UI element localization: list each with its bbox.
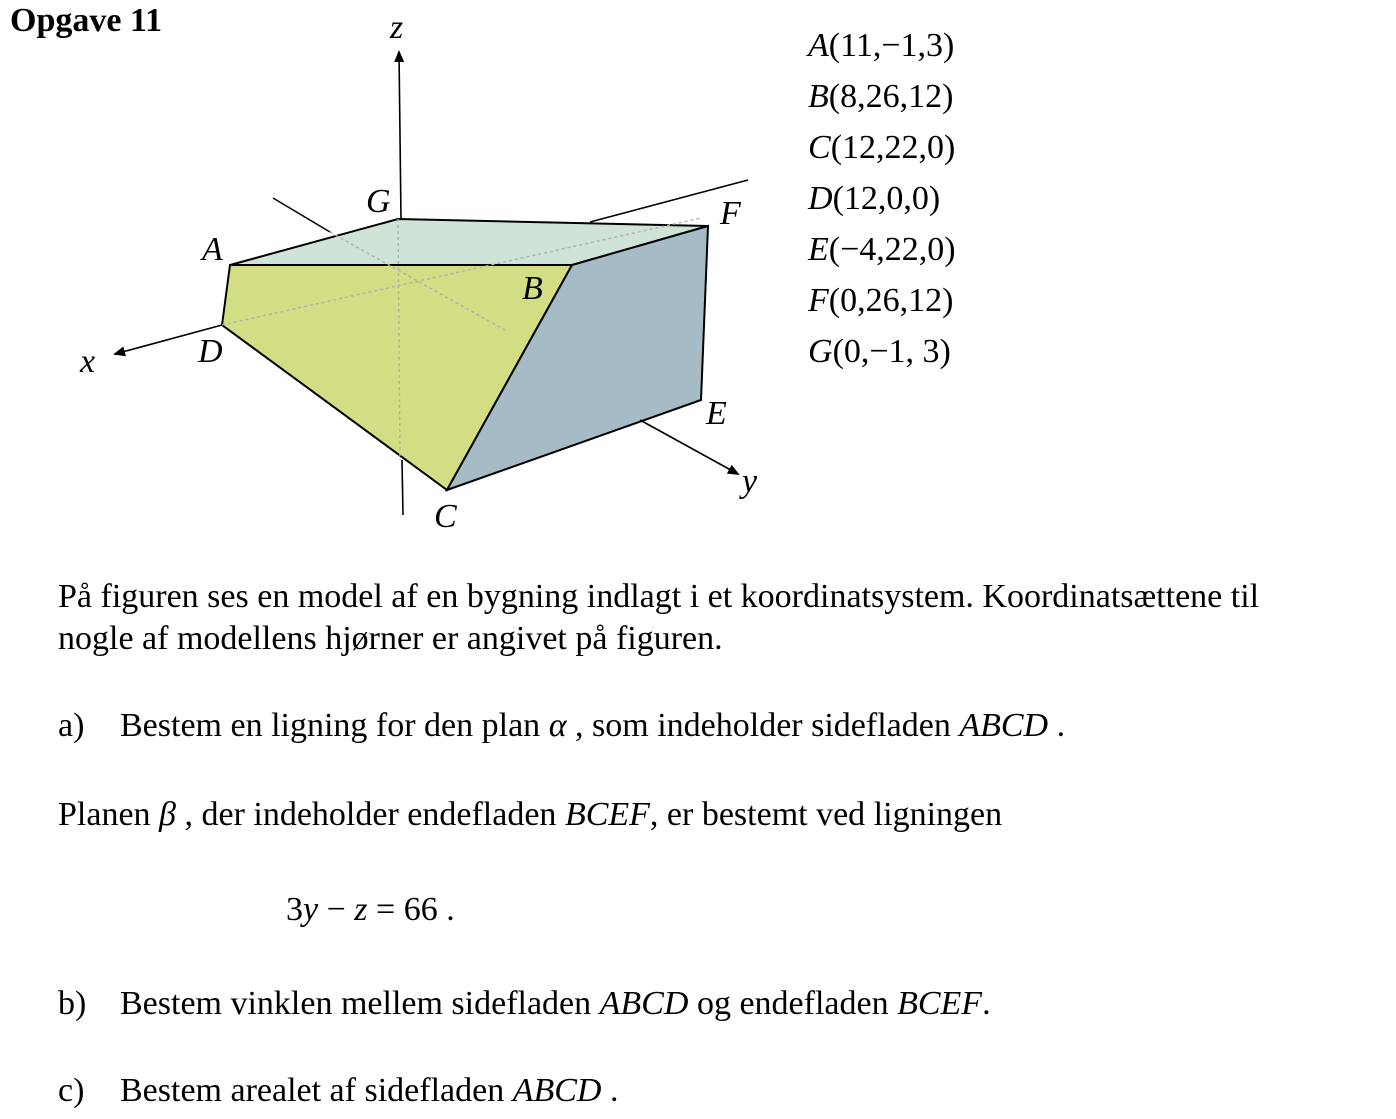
- vertex-label-g: G: [366, 183, 391, 220]
- intro-line-1: På figuren ses en model af en bygning indlagt i et koordinatsystem. Koordinatsættene til: [58, 578, 1260, 615]
- intro-paragraph: [58, 576, 1259, 660]
- coord-g: G(0,−1, 3): [808, 333, 951, 370]
- coord-e: E(−4,22,0): [808, 231, 956, 268]
- question-a: a) Bestem en ligning for den plan α , som indeholder sidefladen ABCD .: [58, 705, 1065, 747]
- question-b-label: b): [58, 985, 87, 1022]
- exercise-title: Opgave 11: [10, 2, 163, 39]
- intro-line-2: nogle af modellens hjørner er angivet på figuren.: [58, 620, 723, 657]
- coordinate-list: [808, 20, 956, 377]
- question-c-label: c): [58, 1072, 85, 1109]
- coord-f: F(0,26,12): [808, 282, 954, 319]
- question-a-label: a): [58, 707, 85, 744]
- vertex-label-c: C: [434, 498, 457, 535]
- vertex-label-e: E: [706, 395, 727, 432]
- question-b: b) Bestem vinklen mellem sidefladen ABCD og endefladen BCEF.: [58, 983, 991, 1025]
- question-c: c) Bestem arealet af sidefladen ABCD .: [58, 1070, 618, 1112]
- vertex-label-a: A: [202, 231, 223, 268]
- vertex-label-b: B: [522, 270, 543, 307]
- building-figure: [0, 0, 800, 540]
- axis-label-x: x: [80, 343, 96, 380]
- x-axis-back: [273, 198, 330, 232]
- z-axis: [399, 52, 401, 219]
- coord-a: A(11,−1,3): [808, 27, 955, 64]
- axis-label-y: y: [742, 463, 758, 500]
- plane-beta-equation: 3y − z = 66 .: [286, 891, 455, 928]
- coord-d: D(12,0,0): [808, 180, 941, 217]
- vertex-label-d: D: [198, 333, 223, 370]
- coord-c: C(12,22,0): [808, 129, 956, 166]
- axis-label-z: z: [390, 9, 404, 46]
- plane-beta-statement: Planen β , der indeholder endefladen BCEF, er bestemt ved ligningen: [58, 796, 1003, 833]
- vertex-label-f: F: [720, 195, 741, 232]
- coord-b: B(8,26,12): [808, 78, 954, 115]
- z-axis-below: [402, 460, 403, 515]
